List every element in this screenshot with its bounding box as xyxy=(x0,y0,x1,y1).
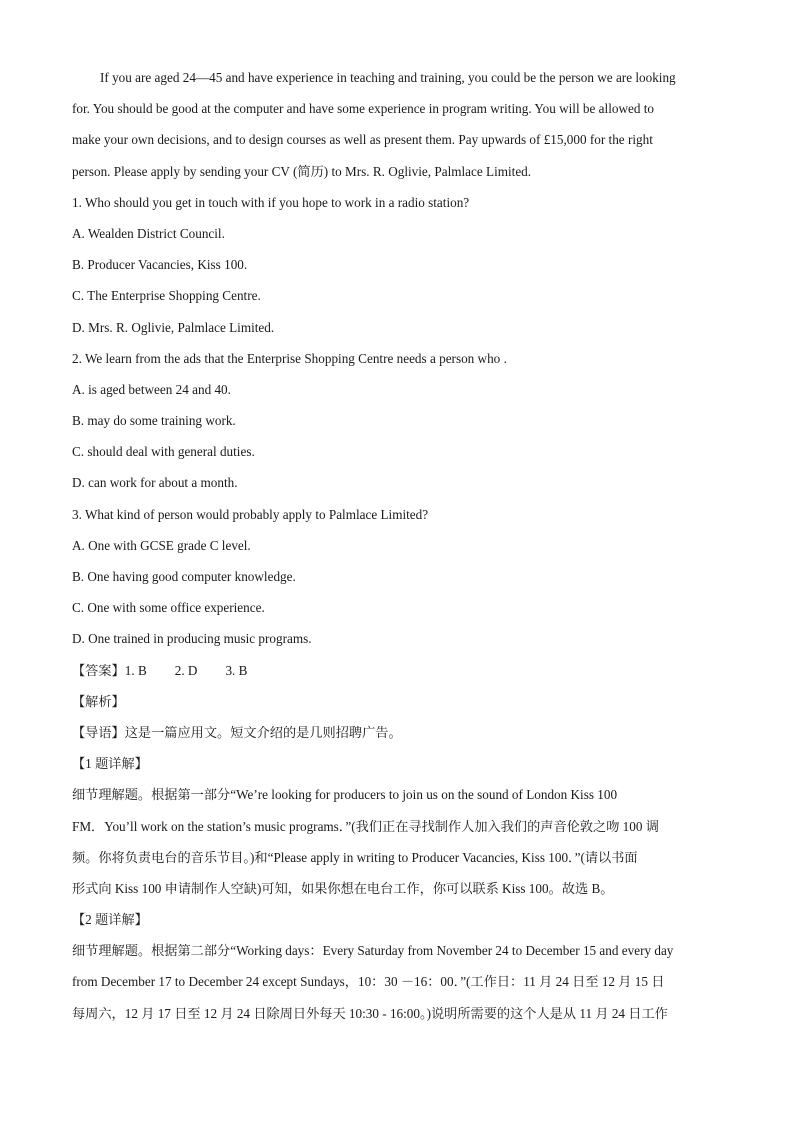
passage-line: If you are aged 24—45 and have experience in teaching and training, you could be the person we are looking xyxy=(100,70,676,85)
answer-item: 1. B xyxy=(124,662,147,678)
detail-line: from December 17 to December 24 except Sundays，10：30 －16：00．”(工作日：11 月 24 日至 12 月 15 日 xyxy=(72,974,665,990)
option-b: B. Producer Vacancies, Kiss 100. xyxy=(72,257,248,273)
option-d: D. Mrs. R. Oglivie, Palmlace Limited. xyxy=(72,319,275,335)
passage-line: make your own decisions, and to design courses as well as present them. Pay upwards of £15,000 for the right xyxy=(72,132,653,148)
analysis-heading: 【解析】 xyxy=(72,693,125,709)
detail-line: 形式向 Kiss 100 申请制作人空缺)可知，如果你想在电台工作，你可以联系 Kiss 100。故选 B。 xyxy=(72,880,614,896)
detail-line: 细节理解题。根据第一部分“We’re looking for producers to join us on the sound of London Kiss 100 xyxy=(72,787,618,803)
option-c: C. One with some office experience. xyxy=(72,600,265,616)
option-c: C. The Enterprise Shopping Centre. xyxy=(72,288,261,304)
guide-text: 【导语】这是一篇应用文。短文介绍的是几则招聘广告。 xyxy=(72,724,402,740)
option-d: D. can work for about a month. xyxy=(72,475,238,491)
detail-section-1 xyxy=(72,748,724,904)
detail-heading: 【2 题详解】 xyxy=(72,912,148,928)
option-b: B. One having good computer knowledge. xyxy=(72,569,296,584)
detail-line: 频。你将负责电台的音乐节目。)和“Please apply in writing to Producer Vacancies, Kiss 100．”(请以书面 xyxy=(72,849,638,865)
option-a: A. is aged between 24 and 40. xyxy=(72,381,231,397)
document-page xyxy=(72,62,724,1029)
question-stem: 2. We learn from the ads that the Enterprise Shopping Centre needs a person who . xyxy=(72,350,507,366)
passage-line: person. Please apply by sending your CV (简历) to Mrs. R. Oglivie, Palmlace Limited. xyxy=(72,163,532,179)
detail-line: 细节理解题。根据第二部分“Working days：Every Saturday from November 24 to December 15 and every day xyxy=(72,943,674,959)
passage xyxy=(72,62,724,187)
option-d: D. One trained in producing music programs. xyxy=(72,631,312,647)
question-stem: 3. What kind of person would probably apply to Palmlace Limited? xyxy=(72,506,429,522)
detail-section-2 xyxy=(72,904,724,1029)
answer-row xyxy=(72,655,724,686)
detail-heading: 【1 题详解】 xyxy=(72,756,148,772)
question-3 xyxy=(72,499,724,655)
detail-line: FM．You’ll work on the station’s music programs．”(我们正在寻找制作人加入我们的声音伦敦之吻 100 调 xyxy=(72,818,659,834)
passage-line: for. You should be good at the computer and have some experience in program writing. You will be allowed to xyxy=(72,101,654,117)
answer-tag: 【答案】 xyxy=(72,662,125,678)
question-stem: 1. Who should you get in touch with if you hope to work in a radio station? xyxy=(72,194,470,210)
option-b: B. may do some training work. xyxy=(72,413,236,429)
answer-item: 2. D xyxy=(174,662,198,678)
question-1 xyxy=(72,187,724,343)
answer-item: 3. B xyxy=(225,662,248,678)
option-c: C. should deal with general duties. xyxy=(72,444,255,460)
option-a: A. Wealden District Council. xyxy=(72,225,225,241)
detail-line: 每周六，12 月 17 日至 12 月 24 日除周日外每天 10:30 - 16:00。)说明所需要的这个人是从 11 月 24 日工作 xyxy=(72,1005,668,1021)
question-2 xyxy=(72,343,724,499)
option-a: A. One with GCSE grade C level. xyxy=(72,537,251,553)
